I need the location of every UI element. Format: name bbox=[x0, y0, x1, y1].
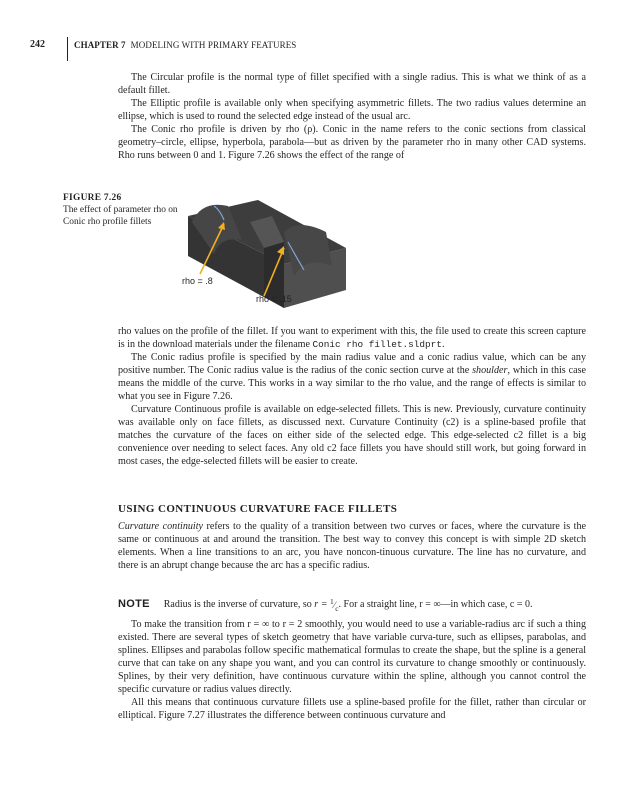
paragraph-transition: To make the transition from r = ∞ to r = 2 smoothly, you would need to use a variable-radius arc if such a thing existed. There are several types of sketch geometry that have variable curva-ture, such as ellipses, parabolas, and splines. Ellipses and parabolas follow specific mathematical formulas to create the shape, but the spline is a general curve that can take on any shape you want, and you can control its curvature to change smoothly or continuously. Splines, by their very definition, have continuous curvature within the spline, although you cannot control the specific curvature or radius values directly. bbox=[118, 619, 586, 695]
note-label: NOTE bbox=[118, 598, 150, 611]
note-formula: r = bbox=[314, 599, 330, 611]
paragraph-rho-values bbox=[118, 325, 586, 351]
figure-caption-text: The effect of parameter rho on Conic rho profile fillets bbox=[63, 205, 178, 227]
paragraph-elliptic: The Elliptic profile is available only when specifying asymmetric fillets. The two radius values determine an ellipse, which is used to round the selected edge instead of the usual arc. bbox=[118, 98, 586, 122]
section-heading: USING CONTINUOUS CURVATURE FACE FILLETS bbox=[118, 503, 398, 515]
header-rule bbox=[67, 37, 68, 61]
chapter-heading bbox=[74, 40, 296, 50]
body-text-section bbox=[118, 520, 586, 572]
filename-code: Conic rho fillet.sldprt bbox=[312, 339, 442, 350]
fraction-numerator: 1 bbox=[329, 597, 334, 606]
figure-label: FIGURE 7.26 bbox=[63, 193, 122, 203]
paragraph-conic-rho: The Conic rho profile is driven by rho (ρ). Conic in the name refers to the conic sections from classical geometry–circle, ellipse, hyperbola, parabola—but as driven by the parameter rho in many other CAD systems. Rho runs between 0 and 1. Figure 7.26 shows the effect of the range of bbox=[118, 124, 586, 161]
paragraph-conic-radius bbox=[118, 351, 586, 403]
chapter-label: CHAPTER 7 bbox=[74, 40, 126, 50]
note-text-end: . For a straight line, r = ∞—in which case, c = 0. bbox=[338, 599, 533, 611]
body-text-bottom bbox=[118, 618, 586, 722]
shoulder-term: shoulder bbox=[472, 365, 508, 376]
conic-radius-text: The Conic radius profile is specified by the main radius value and a conic radius value, which can be any positive number. The Conic radius value is the radius of the conic section curve at the bbox=[118, 352, 586, 376]
paragraph-curvature-continuous: Curvature Continuous profile is available on edge-selected fillets. This is new. Previously, curvature continuity was available only on face fillets, as discussed next. Curvature Continuity (c2) is a spline-based profile that matches the curvature of the faces on either side of the selected edge. This edge-selected c2 fillet is a big convenience over needing to select faces. Any old c2 face fillets you have should still work, but going forward in most cases, the edge-selected fillets will be easier to create. bbox=[118, 404, 586, 467]
body-text-top bbox=[118, 71, 586, 162]
conic-fillet-model-illustration bbox=[180, 192, 360, 316]
paragraph-circular: The Circular profile is the normal type of fillet specified with a single radius. This is what we think of as a default fillet. bbox=[118, 72, 586, 96]
rho-08-label: rho = .8 bbox=[182, 276, 213, 286]
note-text: Radius is the inverse of curvature, so bbox=[163, 599, 315, 611]
figure-caption bbox=[63, 192, 181, 228]
note-fraction: $^1⁄_c$ bbox=[329, 597, 339, 613]
rho-values-text: rho values on the profile of the fillet. If you want to experiment with this, the file used to create this screen capture is in the download materials under the filename bbox=[118, 326, 586, 350]
rho-values-end: . bbox=[441, 339, 445, 350]
body-text-mid bbox=[118, 325, 586, 468]
curvature-continuity-text: refers to the quality of a transition between two curves or faces, where the curvature is the same or continuous at and around the transition. The best way to convey this concept is with simple 2D sketch elements. When a line transitions to an arc, you have noncon-tinuous curvature. The line has no curvature, and there is an abrupt change because the arc has a specific radius. bbox=[118, 521, 586, 571]
paragraph-spline-profile: All this means that continuous curvature fillets use a spline-based profile for the fillet, rather than circular or elliptical. Figure 7.27 illustrates the difference between continuous curvature and bbox=[118, 697, 586, 721]
curvature-continuity-term: Curvature continuity bbox=[118, 521, 204, 532]
note-box bbox=[118, 597, 588, 613]
conic-radius-end: , which in this case means the middle of the curve. This works in a way similar to the rho value, and the range of effects is similar to what you see in Figure 7.26. bbox=[118, 365, 586, 402]
page-number: 242 bbox=[30, 39, 45, 50]
paragraph-curvature-continuity bbox=[118, 520, 586, 572]
fraction-denominator: c bbox=[335, 603, 339, 613]
figure-image bbox=[180, 192, 360, 316]
rho-015-label: rho = .15 bbox=[256, 294, 292, 304]
chapter-title: MODELING WITH PRIMARY FEATURES bbox=[130, 40, 297, 50]
